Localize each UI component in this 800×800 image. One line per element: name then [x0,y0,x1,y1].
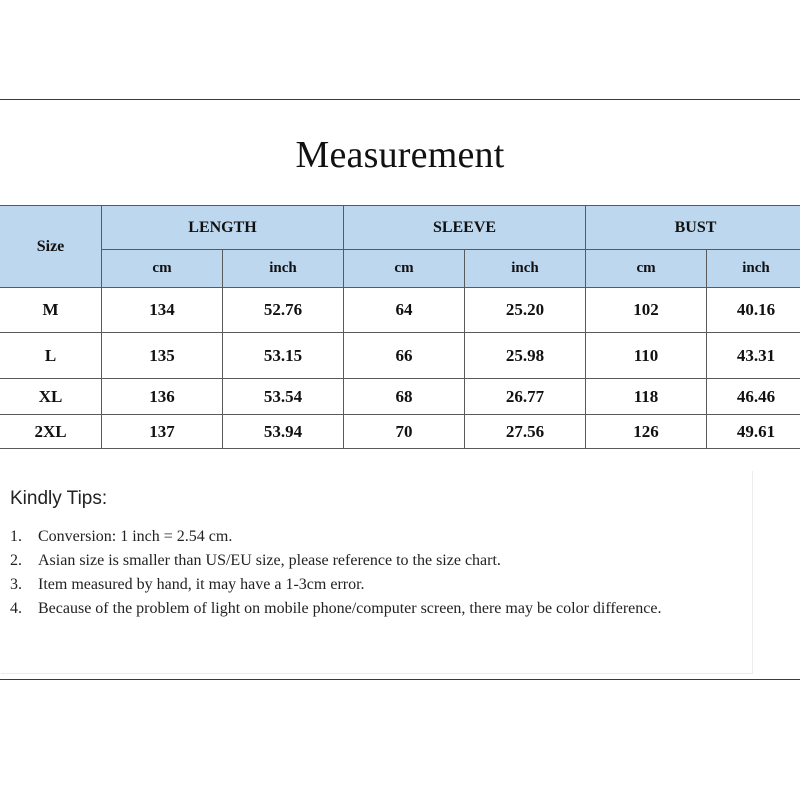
table-cell: 49.61 [707,415,800,449]
unit-header: cm [586,250,707,288]
table-row [0,379,800,415]
list-item [10,573,670,597]
table-unit-row [0,250,800,288]
length-header: LENGTH [102,206,344,250]
table-row [0,288,800,333]
table-cell: 66 [344,333,465,379]
size-header: Size [0,206,102,288]
unit-header: inch [223,250,344,288]
list-number: 2. [10,552,22,569]
table-cell: 52.76 [223,288,344,333]
table-cell: 53.15 [223,333,344,379]
size-cell: M [0,288,102,333]
table-cell: 135 [102,333,223,379]
sleeve-header: SLEEVE [344,206,586,250]
unit-header: inch [707,250,800,288]
table-cell: 43.31 [707,333,800,379]
table-cell: 40.16 [707,288,800,333]
tips-box [0,470,752,673]
table-row [0,415,800,449]
size-cell: XL [0,379,102,415]
table-cell: 64 [344,288,465,333]
list-text: Asian size is smaller than US/EU size, please reference to the size chart. [38,552,501,569]
table-cell: 25.20 [465,288,586,333]
table-cell: 110 [586,333,707,379]
size-cell: 2XL [0,415,102,449]
table-cell: 102 [586,288,707,333]
unit-header: cm [344,250,465,288]
list-text: Because of the problem of light on mobile phone/computer screen, there may be color difference. [38,600,662,617]
size-cell: L [0,333,102,379]
unit-header: inch [465,250,586,288]
size-chart-table [0,205,800,449]
list-text: Conversion: 1 inch = 2.54 cm. [38,528,233,545]
list-item [10,597,670,621]
page-title: Measurement [295,134,505,176]
list-number: 3. [10,576,22,593]
table-cell: 118 [586,379,707,415]
table-cell: 126 [586,415,707,449]
table-cell: 136 [102,379,223,415]
list-number: 4. [10,600,22,617]
table-cell: 27.56 [465,415,586,449]
list-number: 1. [10,528,22,545]
table-cell: 53.54 [223,379,344,415]
tips-heading: Kindly Tips: [10,488,108,509]
list-item [10,549,670,573]
table-cell: 134 [102,288,223,333]
table-cell: 53.94 [223,415,344,449]
table-cell: 70 [344,415,465,449]
bust-header: BUST [586,206,800,250]
table-cell: 68 [344,379,465,415]
list-item [10,525,670,549]
table-header-row [0,206,800,250]
table-cell: 26.77 [465,379,586,415]
table-cell: 137 [102,415,223,449]
tips-list [10,525,670,621]
unit-header: cm [102,250,223,288]
table-row [0,333,800,379]
list-text: Item measured by hand, it may have a 1-3cm error. [38,576,365,593]
table-cell: 46.46 [707,379,800,415]
table-cell: 25.98 [465,333,586,379]
